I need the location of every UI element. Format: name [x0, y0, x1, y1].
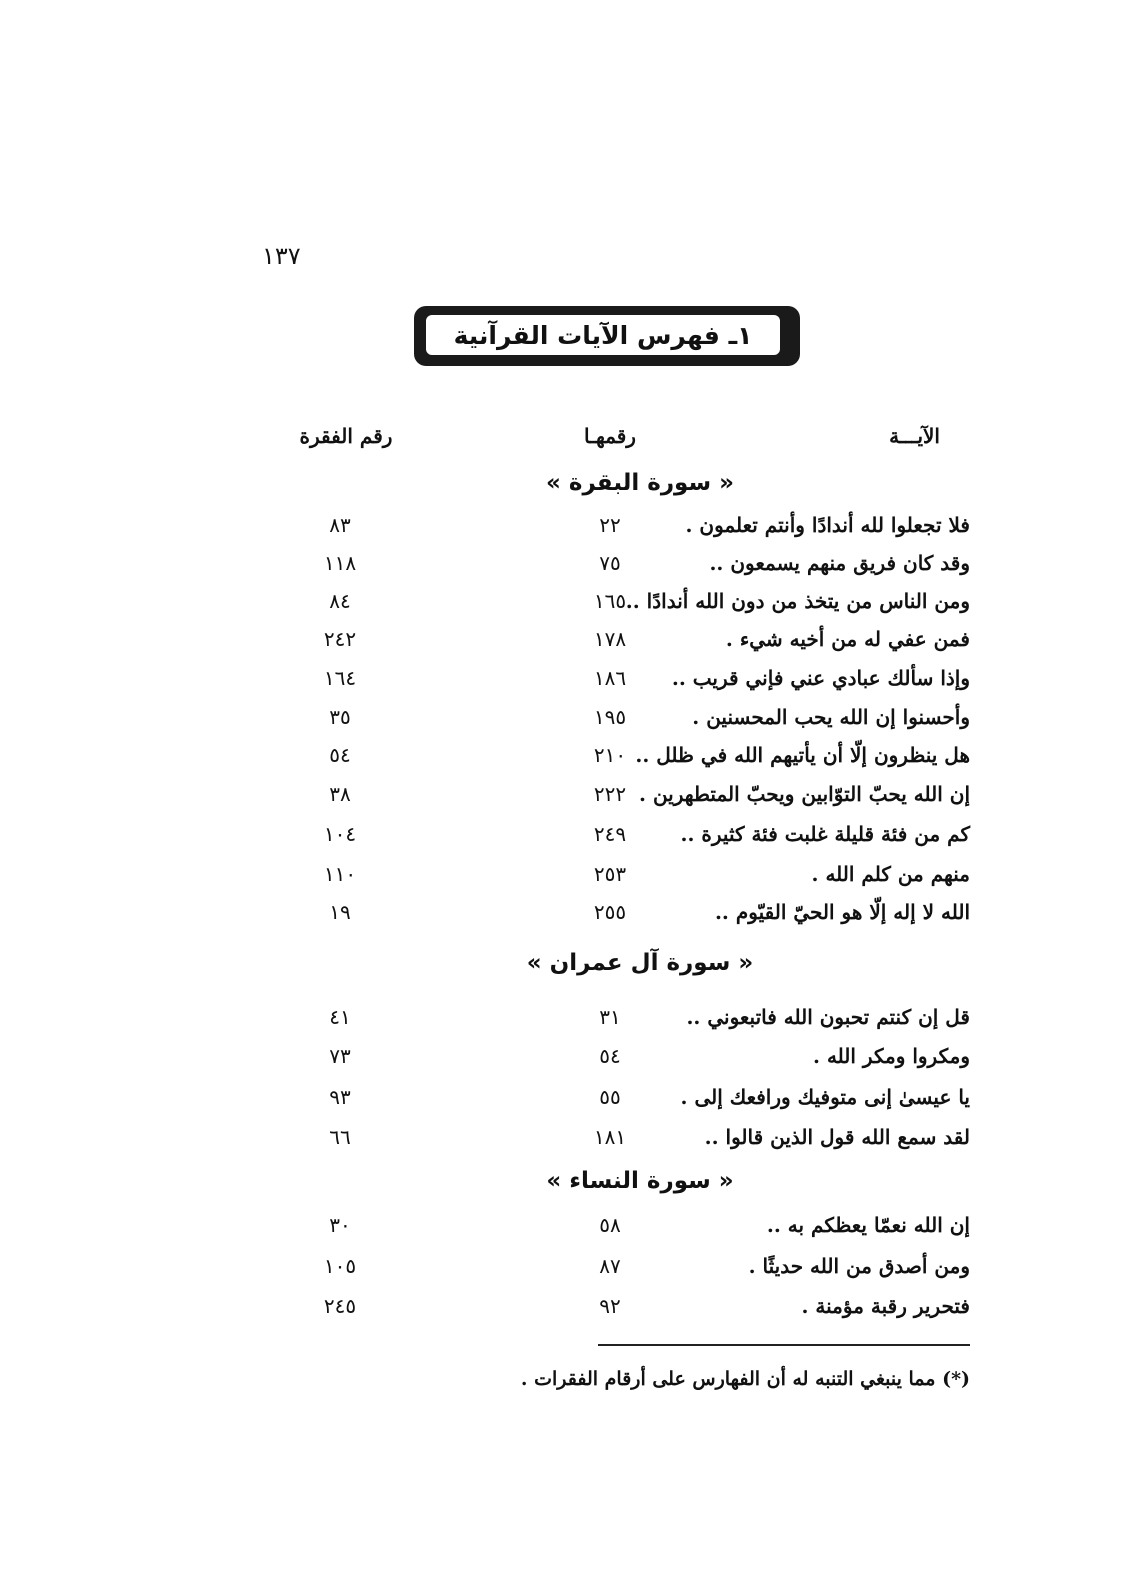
index-title-frame [414, 306, 800, 366]
verse-number: ٥٤ [599, 1044, 621, 1068]
verse-number: ١٩٥ [593, 705, 627, 729]
header-verse: الآيـــة [889, 424, 940, 448]
paragraph-number: ١٩ [329, 900, 351, 924]
paragraph-number: ٦٦ [329, 1125, 351, 1149]
verse-number: ١٨٦ [593, 666, 627, 690]
surah-heading [300, 1168, 970, 1204]
verse-text: وقد كان فريق منهم يسمعون .. [709, 551, 970, 575]
verse-number: ٣١ [599, 1005, 621, 1029]
table-row [300, 1254, 970, 1290]
verse-number: ٥٨ [599, 1213, 621, 1237]
verse-number: ٨٧ [599, 1254, 621, 1278]
verse-number: ١٦٥ [593, 589, 627, 613]
paragraph-number: ٣٠ [329, 1213, 351, 1237]
verse-text: الله لا إله إلّا هو الحيّ القيّوم .. [714, 900, 970, 924]
paragraph-number: ١٦٤ [323, 666, 357, 690]
verse-text: وإذا سألك عبادي عني فإني قريب .. [671, 666, 970, 690]
paragraph-number: ٧٣ [329, 1044, 351, 1068]
verse-text: هل ينظرون إلّا أن يأتيهم الله في ظلل .. [635, 743, 970, 767]
paragraph-number: ٥٤ [329, 743, 351, 767]
verse-number: ٢٢٢ [593, 782, 627, 806]
verse-text: ومن أصدق من الله حديثًا . [748, 1254, 970, 1278]
verse-text: منهم من كلم الله . [811, 862, 970, 886]
table-row [300, 1005, 970, 1041]
paragraph-number: ٩٣ [329, 1085, 351, 1109]
surah-heading [300, 950, 970, 986]
verse-number: ١٧٨ [593, 627, 627, 651]
paragraph-number: ١٠٥ [323, 1254, 357, 1278]
verse-text: ومكروا ومكر الله . [813, 1044, 970, 1068]
paragraph-number: ٢٤٢ [323, 627, 357, 651]
verse-text: كم من فئة قليلة غلبت فئة كثيرة .. [680, 822, 970, 846]
verse-text: لقد سمع الله قول الذين قالوا .. [704, 1125, 970, 1149]
verse-text: فمن عفي له من أخيه شيء . [725, 627, 970, 651]
verse-text: إن الله نعمّا يعظكم به .. [766, 1213, 970, 1237]
header-verse-number: رقمهـا [584, 424, 636, 448]
table-row [300, 1044, 970, 1080]
paragraph-number: ٨٤ [329, 589, 351, 613]
table-row [300, 1085, 970, 1121]
footnote: (*) مما ينبغي التنبه له أن الفهارس على أرقام الفقرات . [520, 1368, 970, 1390]
paragraph-number: ١٠٤ [323, 822, 357, 846]
table-row [300, 743, 970, 779]
table-row [300, 1125, 970, 1161]
table-row [300, 627, 970, 663]
verse-number: ٢١٠ [593, 743, 627, 767]
verse-text: وأحسنوا إن الله يحب المحسنين . [692, 705, 970, 729]
verse-number: ٥٥ [599, 1085, 621, 1109]
verse-number: ٢٢ [599, 513, 621, 537]
paragraph-number: ٢٤٥ [323, 1294, 357, 1318]
surah-heading [300, 470, 970, 506]
paragraph-number: ٤١ [329, 1005, 351, 1029]
verse-text: فلا تجعلوا لله أندادًا وأنتم تعلمون . [685, 513, 970, 537]
table-row [300, 666, 970, 702]
table-row [300, 900, 970, 936]
table-row [300, 1213, 970, 1249]
table-row [300, 822, 970, 858]
paragraph-number: ٣٨ [329, 782, 351, 806]
page-number: ١٣٧ [262, 242, 301, 270]
header-paragraph-number: رقم الفقرة [299, 424, 393, 448]
index-title: ١ـ فهرس الآيات القرآنية [424, 313, 782, 357]
paragraph-number: ٣٥ [329, 705, 351, 729]
surah-name: « سورة آل عمران » [526, 950, 754, 976]
paragraph-number: ١١٠ [323, 862, 357, 886]
paragraph-number: ١١٨ [323, 551, 357, 575]
verse-number: ٢٥٥ [593, 900, 627, 924]
verse-text: إن الله يحبّ التوّابين ويحبّ المتطهرين . [639, 782, 970, 806]
table-row [300, 551, 970, 587]
table-row [300, 1294, 970, 1330]
verse-number: ٢٤٩ [593, 822, 627, 846]
verse-text: فتحرير رقبة مؤمنة . [801, 1294, 970, 1318]
table-row [300, 862, 970, 898]
table-row [300, 705, 970, 741]
paragraph-number: ٨٣ [329, 513, 351, 537]
surah-name: « سورة النساء » [546, 1168, 734, 1194]
table-row [300, 589, 970, 625]
verse-number: ٩٢ [599, 1294, 621, 1318]
verse-number: ٧٥ [599, 551, 621, 575]
surah-name: « سورة البقرة » [546, 470, 734, 496]
column-headers [300, 424, 970, 456]
verse-number: ٢٥٣ [593, 862, 627, 886]
verse-number: ١٨١ [593, 1125, 627, 1149]
verse-text: ومن الناس من يتخذ من دون الله أندادًا .. [625, 589, 970, 613]
table-row [300, 782, 970, 818]
table-row [300, 513, 970, 549]
verse-text: قل إن كنتم تحبون الله فاتبعوني .. [686, 1005, 970, 1029]
footnote-divider [598, 1344, 970, 1346]
verse-text: يا عيسىٰ إنى متوفيك ورافعك إلى . [680, 1085, 970, 1109]
